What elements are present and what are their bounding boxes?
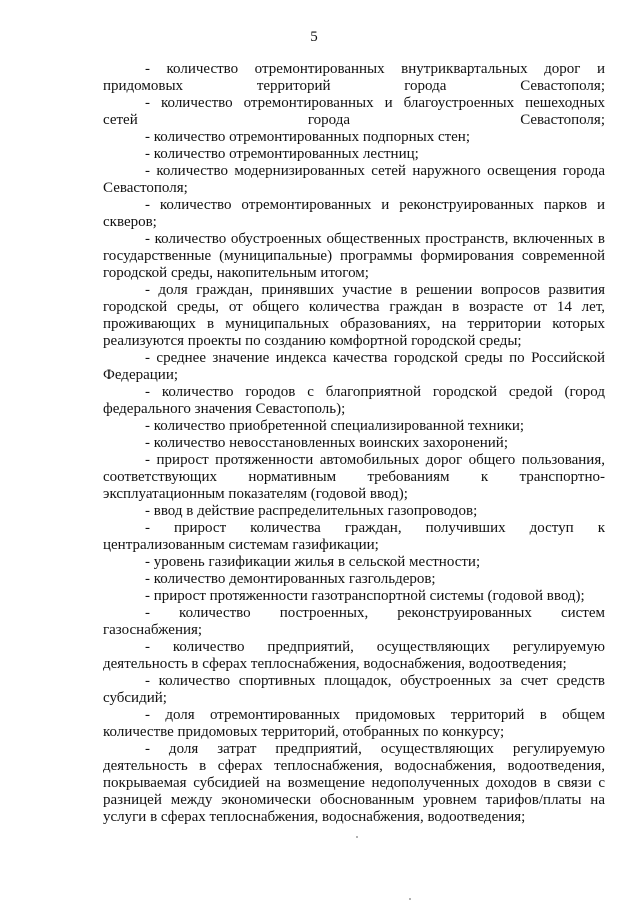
list-item: - уровень газификации жилья в сельской местности; <box>145 554 481 570</box>
list-item: - количество отремонтированных и реконструированных парков и скверов; <box>103 197 605 230</box>
list-item: - количество отремонтированных лестниц; <box>145 146 419 162</box>
list-item: - количество обустроенных общественных пространств, включенных в государственные (муниципальные) программы формирования современной городской среды, накопительным итогом; <box>103 231 605 281</box>
list-item: - прирост количества граждан, получивших доступ к централизованным системам газификации; <box>103 520 605 553</box>
scan-speck <box>356 836 358 838</box>
list-item: - количество отремонтированных подпорных стен; <box>145 129 471 145</box>
list-item: - прирост протяженности автомобильных дорог общего пользования, соответствующих нормативным требованиям к транспортно-эксплуатационным показателям (годовой ввод); <box>103 452 605 502</box>
list-item: - доля затрат предприятий, осуществляющих регулируемую деятельность в сферах теплоснабжения, водоснабжения, водоотведения, покрываемая субсидией на возмещение недополученных доходов в связи с разницей между экономически обоснованным уровнем тарифов/платы на услуги в сферах теплоснабжения, водоснабжения, водоотведения; <box>103 741 605 825</box>
list-item: - количество отремонтированных внутриквартальных дорог и придомовых территорий города Севастополя; <box>103 61 605 94</box>
list-item: - количество предприятий, осуществляющих регулируемую деятельность в сферах теплоснабжения, водоснабжения, водоотведения; <box>103 639 605 672</box>
list-item: - количество построенных, реконструированных систем газоснабжения; <box>103 605 605 638</box>
list-item: - доля граждан, принявших участие в решении вопросов развития городской среды, от общего количества граждан в возрасте от 14 лет, проживающих в муниципальных образованиях, на территории которых реализуются проекты по созданию комфортной городской среды; <box>103 282 605 349</box>
list-item: - количество невосстановленных воинских захоронений; <box>145 435 508 451</box>
list-item: - количество модернизированных сетей наружного освещения города Севастополя; <box>103 163 605 196</box>
list-item: - количество отремонтированных и благоустроенных пешеходных сетей города Севастополя; <box>103 95 605 128</box>
list-item: - количество приобретенной специализированной техники; <box>145 418 525 434</box>
list-item: - среднее значение индекса качества городской среды по Российской Федерации; <box>103 350 605 383</box>
list-item: - количество демонтированных газгольдеров; <box>145 571 436 587</box>
list-item: - количество спортивных площадок, обустроенных за счет средств субсидий; <box>103 673 605 706</box>
list-item: - доля отремонтированных придомовых территорий в общем количестве придомовых территорий, отобранных по конкурсу; <box>103 707 605 740</box>
list-item: - ввод в действие распределительных газопроводов; <box>145 503 478 519</box>
scan-speck <box>409 898 411 900</box>
list-item: - количество городов с благоприятной городской средой (город федерального значения Севастополь); <box>103 384 605 417</box>
list-item: - прирост протяженности газотранспортной системы (годовой ввод); <box>145 588 585 604</box>
indicator-list <box>103 61 605 826</box>
page-number: 5 <box>310 29 318 45</box>
